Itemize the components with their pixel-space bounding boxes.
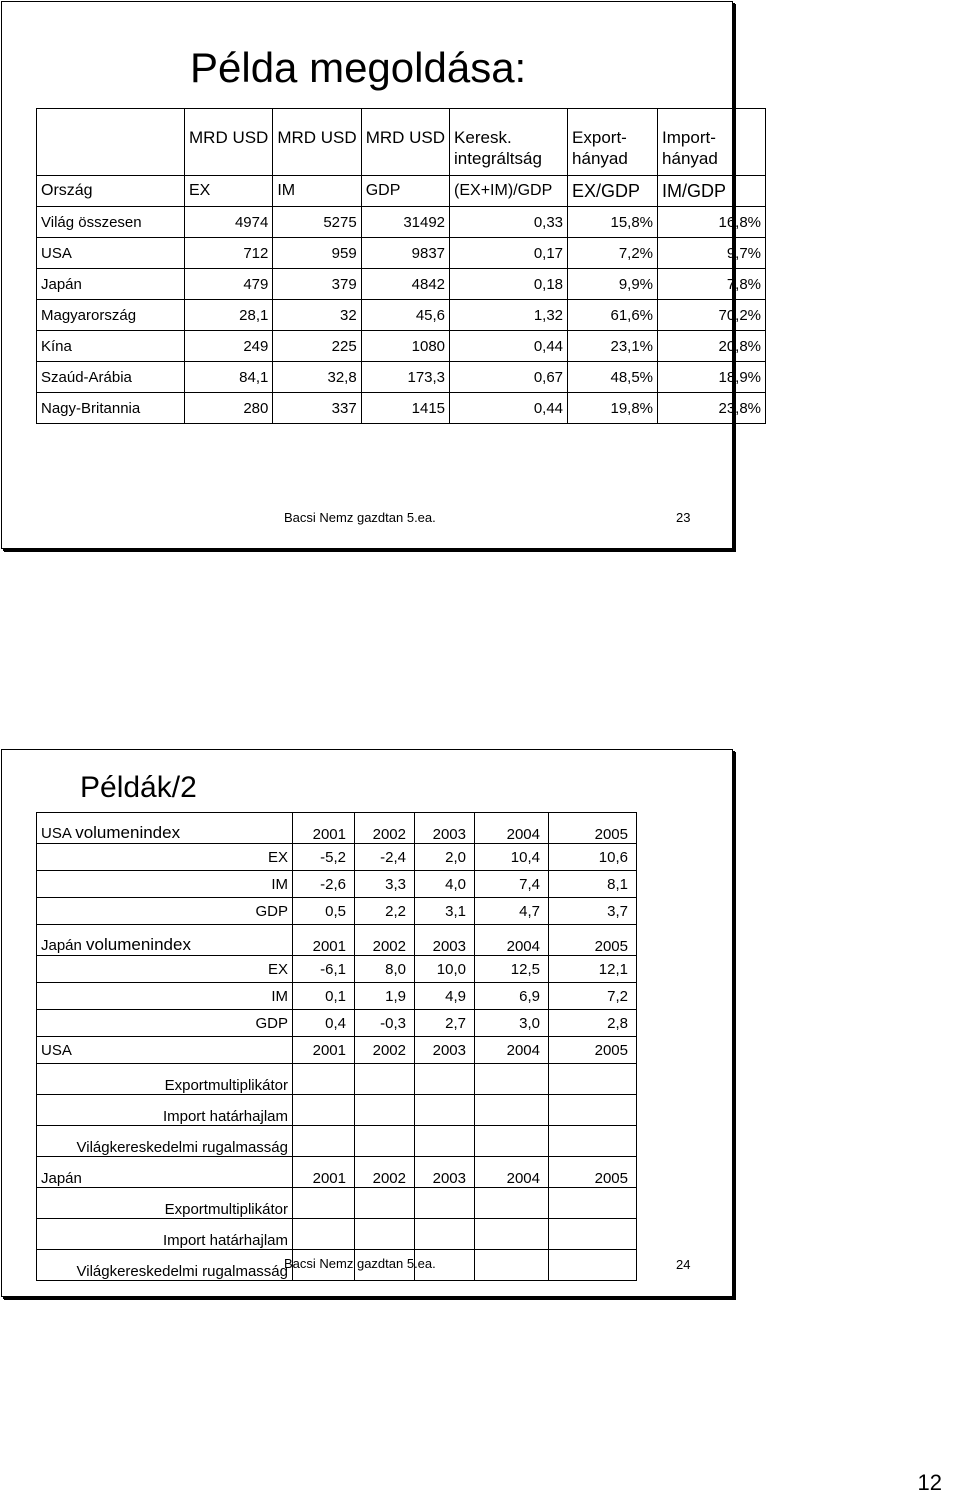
year-cell: 2002: [355, 1157, 415, 1188]
country-cell: Kína: [37, 331, 185, 362]
year-cell: 2004: [475, 1157, 549, 1188]
year-header-row: [37, 1037, 637, 1064]
value-cell: 61,6%: [568, 300, 658, 331]
country-label: [37, 1037, 293, 1064]
slide-footer: Bacsi Nemz gazdtan 5.ea.: [284, 1256, 436, 1271]
empty-cell: [475, 1188, 549, 1219]
value-cell: 10,4: [475, 844, 549, 871]
value-cell: 249: [185, 331, 273, 362]
value-cell: 0,67: [450, 362, 568, 393]
country-name: USA: [41, 1041, 72, 1059]
country-name: Japán: [41, 1170, 82, 1187]
value-cell: 4842: [361, 269, 449, 300]
year-cell: 2001: [293, 813, 355, 844]
empty-cell: [293, 1188, 355, 1219]
metric-label: Import határhajlam: [37, 1219, 293, 1250]
value-cell: -6,1: [293, 956, 355, 983]
empty-cell: [415, 1126, 475, 1157]
volume-index-table: [36, 812, 637, 1281]
value-cell: 4,9: [415, 983, 475, 1010]
indicator-label: GDP: [37, 898, 293, 925]
country-cell: Szaúd-Arábia: [37, 362, 185, 393]
year-cell: 2002: [355, 813, 415, 844]
value-cell: 45,6: [361, 300, 449, 331]
empty-cell: [415, 1188, 475, 1219]
page-number: 12: [917, 1470, 942, 1495]
value-cell: 2,8: [549, 1010, 637, 1037]
indicator-label: GDP: [37, 1010, 293, 1037]
empty-cell: [293, 1064, 355, 1095]
value-cell: 6,9: [475, 983, 549, 1010]
year-cell: 2001: [293, 1037, 355, 1064]
country-cell: Világ összesen: [37, 207, 185, 238]
table-header-row: [37, 176, 766, 207]
table-row: [37, 207, 766, 238]
value-cell: 32,8: [273, 362, 361, 393]
table-row: [37, 269, 766, 300]
empty-cell: [549, 1126, 637, 1157]
slide-title: Példa megoldása:: [190, 44, 527, 91]
indicator-label: EX: [37, 956, 293, 983]
year-cell: 2004: [475, 925, 549, 956]
empty-cell: [355, 1188, 415, 1219]
year-header-row: [37, 813, 637, 844]
indicator-label: EX: [37, 844, 293, 871]
value-cell: 0,44: [450, 331, 568, 362]
value-cell: 10,6: [549, 844, 637, 871]
trade-integration-table: [36, 108, 766, 424]
value-cell: 7,2: [549, 983, 637, 1010]
table-row: [37, 393, 766, 424]
value-cell: 225: [273, 331, 361, 362]
value-cell: 3,1: [415, 898, 475, 925]
slide-number: 24: [676, 1257, 691, 1272]
empty-cell: [293, 1126, 355, 1157]
empty-cell: [355, 1126, 415, 1157]
value-cell: -2,4: [355, 844, 415, 871]
header-cell: EX/GDP: [568, 176, 658, 207]
value-cell: 7,8%: [658, 269, 766, 300]
year-cell: 2003: [415, 925, 475, 956]
value-cell: 2,2: [355, 898, 415, 925]
empty-cell: [293, 1095, 355, 1126]
value-cell: 12,1: [549, 956, 637, 983]
header-cell: [37, 109, 185, 176]
value-cell: 8,1: [549, 871, 637, 898]
value-cell: 280: [185, 393, 273, 424]
empty-cell: [475, 1219, 549, 1250]
empty-cell: [355, 1219, 415, 1250]
empty-cell: [549, 1219, 637, 1250]
metric-label: Világkereskedelmi rugalmasság: [37, 1126, 293, 1157]
table-row: [37, 956, 637, 983]
table-row: [37, 898, 637, 925]
slide-title: Példák/2: [80, 771, 197, 804]
header-cell: Export-hányad: [568, 109, 658, 176]
country-cell: Japán: [37, 269, 185, 300]
year-cell: 2003: [415, 813, 475, 844]
empty-cell: [475, 1095, 549, 1126]
value-cell: 16,8%: [658, 207, 766, 238]
value-cell: 0,44: [450, 393, 568, 424]
header-cell: MRD USD: [185, 109, 273, 176]
empty-cell: [475, 1250, 549, 1281]
empty-cell: [355, 1064, 415, 1095]
slide-footer: Bacsi Nemz gazdtan 5.ea.: [284, 510, 436, 525]
country-label: [37, 1157, 293, 1188]
value-cell: 337: [273, 393, 361, 424]
empty-cell: [415, 1095, 475, 1126]
metric-label: Exportmultiplikátor: [37, 1188, 293, 1219]
value-cell: 10,0: [415, 956, 475, 983]
empty-cell: [293, 1219, 355, 1250]
header-cell: (EX+IM)/GDP: [450, 176, 568, 207]
table-row: [37, 1188, 637, 1219]
value-cell: 32: [273, 300, 361, 331]
value-cell: -2,6: [293, 871, 355, 898]
metric-label: Import határhajlam: [37, 1095, 293, 1126]
empty-cell: [415, 1064, 475, 1095]
empty-cell: [355, 1095, 415, 1126]
value-cell: 23,8%: [658, 393, 766, 424]
value-cell: 48,5%: [568, 362, 658, 393]
year-cell: 2004: [475, 1037, 549, 1064]
year-cell: 2005: [549, 1157, 637, 1188]
header-cell: Keresk. integráltság: [450, 109, 568, 176]
volumenindex-label: volumenindex: [75, 823, 181, 842]
empty-cell: [475, 1126, 549, 1157]
value-cell: 959: [273, 238, 361, 269]
table-header-row: [37, 109, 766, 176]
country-cell: USA: [37, 238, 185, 269]
year-cell: 2002: [355, 1037, 415, 1064]
table-row: [37, 238, 766, 269]
value-cell: 479: [185, 269, 273, 300]
country-cell: Magyarország: [37, 300, 185, 331]
value-cell: 31492: [361, 207, 449, 238]
header-cell: MRD USD: [361, 109, 449, 176]
value-cell: 2,0: [415, 844, 475, 871]
year-cell: 2004: [475, 813, 549, 844]
table-row: [37, 1126, 637, 1157]
volumenindex-label: volumenindex: [86, 935, 191, 954]
value-cell: 12,5: [475, 956, 549, 983]
empty-cell: [475, 1064, 549, 1095]
header-cell: EX: [185, 176, 273, 207]
value-cell: 8,0: [355, 956, 415, 983]
value-cell: 0,17: [450, 238, 568, 269]
table-row: [37, 1095, 637, 1126]
header-cell: IM/GDP: [658, 176, 766, 207]
table-row: [37, 1064, 637, 1095]
year-cell: 2003: [415, 1157, 475, 1188]
value-cell: 0,18: [450, 269, 568, 300]
year-cell: 2005: [549, 813, 637, 844]
country-name: Japán: [41, 937, 82, 954]
year-cell: 2005: [549, 925, 637, 956]
slide-number: 23: [676, 510, 691, 525]
empty-cell: [549, 1095, 637, 1126]
country-cell: Nagy-Britannia: [37, 393, 185, 424]
header-cell: Import-hányad: [658, 109, 766, 176]
table-row: [37, 1010, 637, 1037]
value-cell: 4,0: [415, 871, 475, 898]
value-cell: 15,8%: [568, 207, 658, 238]
year-header-row: [37, 1157, 637, 1188]
value-cell: 20,8%: [658, 331, 766, 362]
year-cell: 2003: [415, 1037, 475, 1064]
header-cell: Ország: [37, 176, 185, 207]
table-row: [37, 331, 766, 362]
value-cell: 4,7: [475, 898, 549, 925]
indicator-label: IM: [37, 871, 293, 898]
table-row: [37, 1219, 637, 1250]
year-cell: 2001: [293, 925, 355, 956]
value-cell: 23,1%: [568, 331, 658, 362]
header-cell: IM: [273, 176, 361, 207]
header-cell: MRD USD: [273, 109, 361, 176]
value-cell: 0,33: [450, 207, 568, 238]
table-row: [37, 300, 766, 331]
country-label: [37, 813, 293, 844]
value-cell: -5,2: [293, 844, 355, 871]
value-cell: 28,1: [185, 300, 273, 331]
indicator-label: IM: [37, 983, 293, 1010]
value-cell: 2,7: [415, 1010, 475, 1037]
value-cell: 9837: [361, 238, 449, 269]
table-row: [37, 983, 637, 1010]
value-cell: 712: [185, 238, 273, 269]
value-cell: 1415: [361, 393, 449, 424]
value-cell: 7,2%: [568, 238, 658, 269]
value-cell: 1080: [361, 331, 449, 362]
year-cell: 2001: [293, 1157, 355, 1188]
value-cell: 19,8%: [568, 393, 658, 424]
value-cell: 0,4: [293, 1010, 355, 1037]
value-cell: 3,0: [475, 1010, 549, 1037]
value-cell: 1,32: [450, 300, 568, 331]
metric-label: Exportmultiplikátor: [37, 1064, 293, 1095]
empty-cell: [549, 1250, 637, 1281]
value-cell: 379: [273, 269, 361, 300]
value-cell: 3,3: [355, 871, 415, 898]
value-cell: 9,7%: [658, 238, 766, 269]
value-cell: 1,9: [355, 983, 415, 1010]
value-cell: 0,1: [293, 983, 355, 1010]
year-header-row: [37, 925, 637, 956]
year-cell: 2005: [549, 1037, 637, 1064]
value-cell: 3,7: [549, 898, 637, 925]
value-cell: 70,2%: [658, 300, 766, 331]
empty-cell: [549, 1188, 637, 1219]
metric-label: Világkereskedelmi rugalmasság: [37, 1250, 293, 1281]
value-cell: 9,9%: [568, 269, 658, 300]
value-cell: 0,5: [293, 898, 355, 925]
value-cell: 5275: [273, 207, 361, 238]
header-cell: GDP: [361, 176, 449, 207]
value-cell: 173,3: [361, 362, 449, 393]
country-name: USA: [41, 825, 72, 842]
table-row: [37, 362, 766, 393]
value-cell: 4974: [185, 207, 273, 238]
empty-cell: [549, 1064, 637, 1095]
value-cell: 7,4: [475, 871, 549, 898]
table-row: [37, 844, 637, 871]
year-cell: 2002: [355, 925, 415, 956]
value-cell: 18,9%: [658, 362, 766, 393]
table-row: [37, 871, 637, 898]
country-label: [37, 925, 293, 956]
empty-cell: [415, 1219, 475, 1250]
value-cell: -0,3: [355, 1010, 415, 1037]
value-cell: 84,1: [185, 362, 273, 393]
